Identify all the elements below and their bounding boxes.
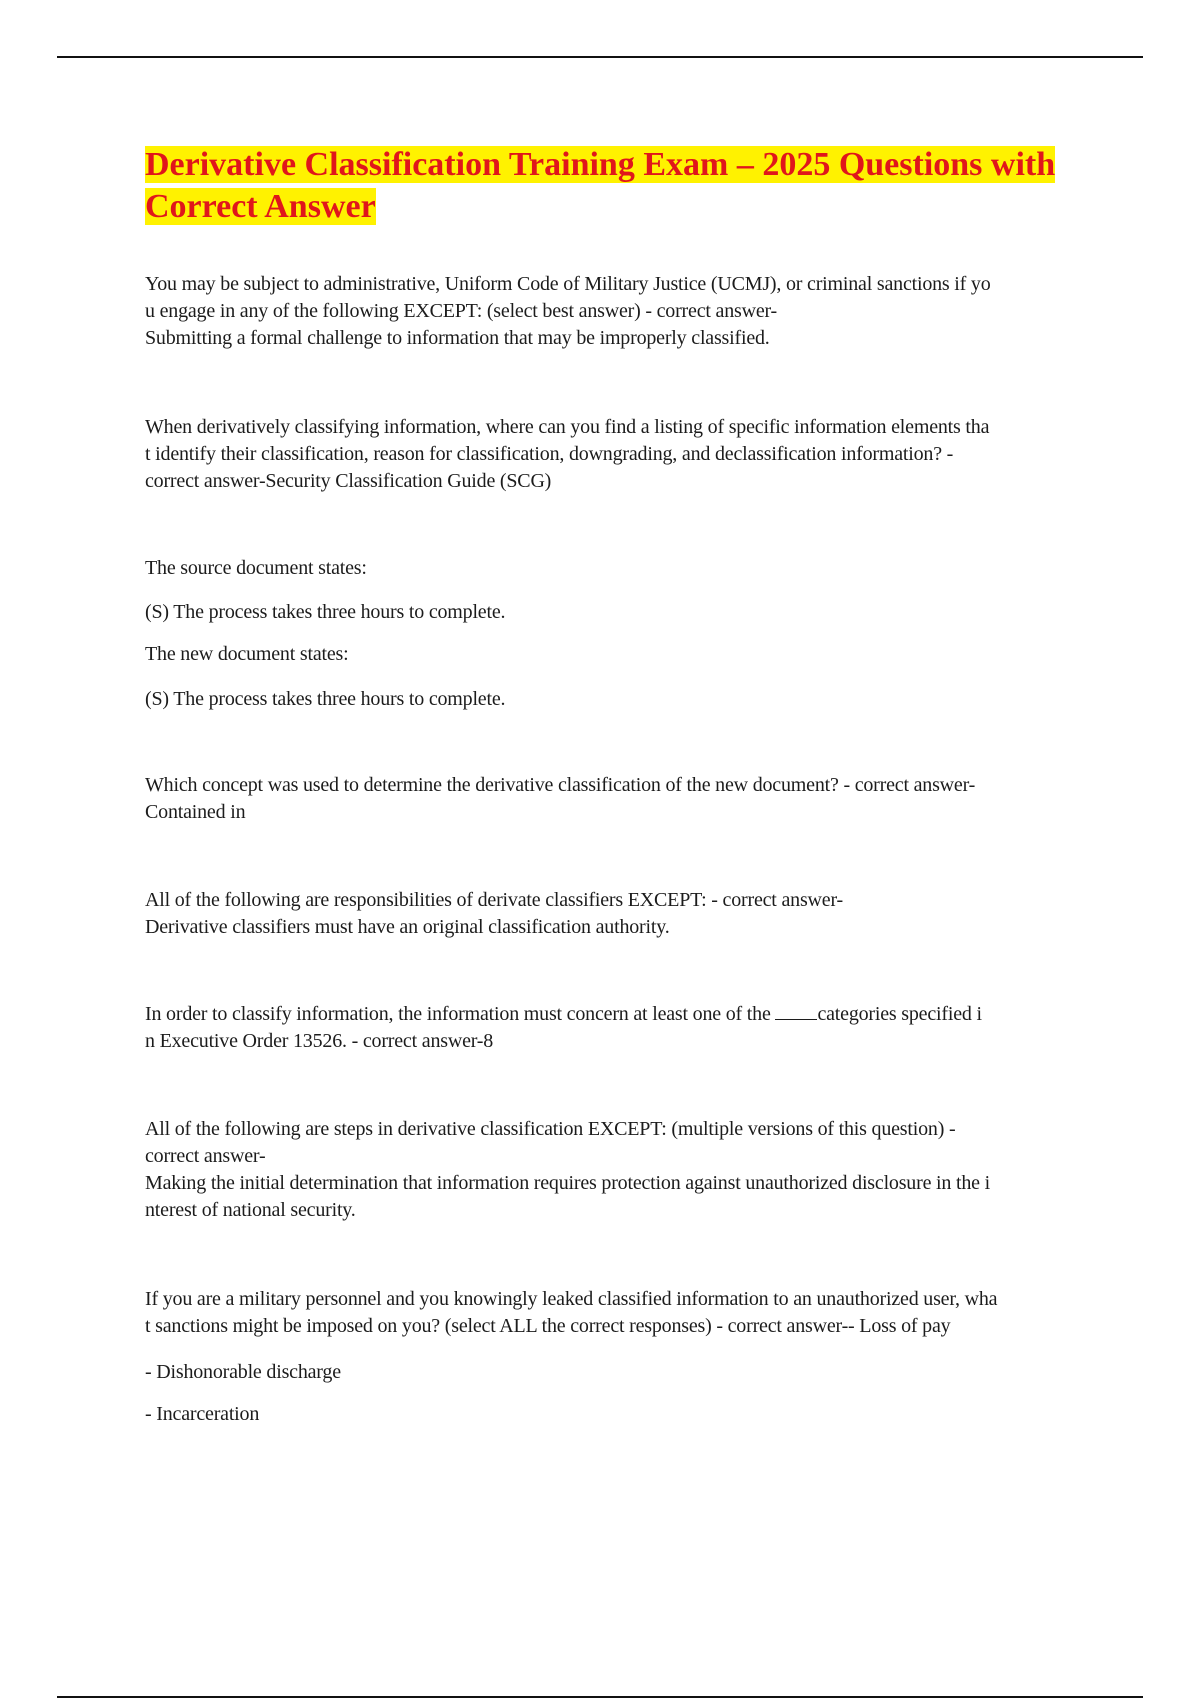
source-document-label: The source document states: <box>145 557 367 579</box>
fill-in-blank <box>775 1001 817 1020</box>
question-7-item-3: - Incarceration <box>145 1403 260 1425</box>
question-3: Which concept was used to determine the derivative classification of the new document? - correct answer- Contained in <box>145 774 976 823</box>
question-1: You may be subject to administrative, Uniform Code of Military Justice (UCMJ), or criminal sanctions if yo u engage in any of the following EXCEPT: (select best answer) - correct answer- Submitting a formal challenge to information that may be improperly classified. <box>145 273 991 349</box>
question-4: All of the following are responsibilities of derivate classifiers EXCEPT: - correct answer- Derivative classifiers must have an original classification authority. <box>145 889 843 938</box>
question-5 <box>145 1001 982 1055</box>
new-document-text: (S) The process takes three hours to complete. <box>145 688 506 710</box>
question-7-item-2: - Dishonorable discharge <box>145 1361 341 1383</box>
question-6: All of the following are steps in derivative classification EXCEPT: (multiple versions of this question) - correct answer- Making the initial determination that information requires protection against unauthorized disclosure in the i nterest of national security. <box>145 1118 990 1221</box>
question-7: If you are a military personnel and you knowingly leaked classified information to an unauthorized user, wha t sanctions might be imposed on you? (select ALL the correct responses) - correct answer-- Loss of pay <box>145 1288 998 1337</box>
question-5-text-b: categories specified i n Executive Order 13526. - correct answer-8 <box>145 1003 982 1052</box>
footer-rule <box>57 1696 1143 1698</box>
question-5-text-a: In order to classify information, the information must concern at least one of the <box>145 1003 776 1025</box>
source-document-text: (S) The process takes three hours to complete. <box>145 601 506 623</box>
document-title: Derivative Classification Training Exam – 2025 Questions with Correct Answer <box>145 146 1056 225</box>
new-document-label: The new document states: <box>145 643 349 665</box>
header-rule <box>57 56 1143 58</box>
question-2: When derivatively classifying information, where can you find a listing of specific information elements tha t identify their classification, reason for classification, downgrading, and declassification information? - correct answer-Security Classification Guide (SCG) <box>145 416 990 492</box>
